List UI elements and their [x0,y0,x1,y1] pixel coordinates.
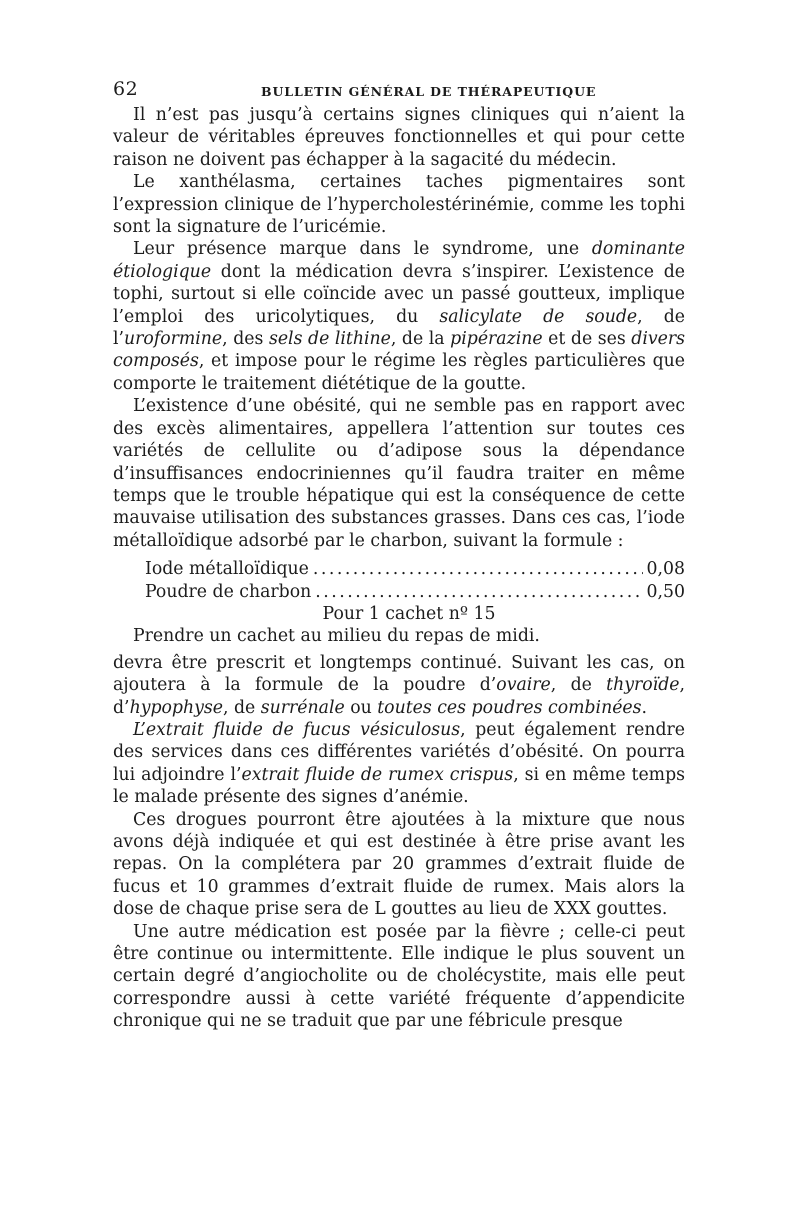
paragraph-6 [113,719,685,809]
page-number: 62 [113,78,139,100]
emphasis: L’extrait fluide de fucus vésiculosus [133,719,461,740]
formula-row [113,581,685,603]
emphasis: divers composés [113,329,685,372]
emphasis: hypophyse [129,697,223,718]
document-page [113,72,685,1033]
emphasis: salicylate de soude [439,306,638,327]
formula-instruction: Prendre un cachet au milieu du repas de midi. [133,626,540,647]
text: , de l’ [113,306,685,350]
emphasis: thyroïde [606,675,680,696]
formula-ingredient: Poudre de charbon [145,581,312,602]
running-head: BULLETIN GÉNÉRAL DE THÉRAPEUTIQUE [261,84,597,99]
text: ou [344,697,378,718]
page-header [113,72,685,104]
paragraph-4: L’existence d’une obésité, qui ne semble pas en rapport avec des excès alimentaires, appellera l’attention sur toutes ces variétés de cellulite ou d’adipose sous la dépendance d’insuffisances endocriniennes qu’il faudra traiter en même temps que le trouble hépatique qui est la conséquence de cette mauvaise utilisation des substances grasses. Dans ces cas, l’iode métalloïdique adsorbé par le charbon, suivant la formule : [113,396,685,551]
formula-dosage-line: Pour 1 cachet nº 15 [322,603,496,624]
text: devra être prescrit et longtemps continué. Suivant les cas, on ajoutera à la formule de la poudre d’ [113,652,685,696]
emphasis: pipérazine [450,329,543,350]
emphasis: surrénale [260,697,345,718]
text: dont la médication devra s’inspirer. L’existence de tophi, surtout si elle coïncide avec un passé goutteux, implique l’emploi des uricolytiques, du [113,261,685,327]
leader-dots [313,558,643,580]
formula-dose: 0,08 [646,559,685,580]
formula-row [113,558,685,580]
paragraph-1: Il n’est pas jusqu’à certains signes cliniques qui n’aient la valeur de véritables épreuves fonctionnelles et qui pour cette raison ne doivent pas échapper à la sagacité du médecin. [113,105,685,170]
text: , de [222,697,261,718]
paragraph-7: Ces drogues pourront être ajoutées à la mixture que nous avons déjà indiquée et qui est destinée à être prise avant les repas. On la complétera par 20 grammes d’extrait fluide de fucus et 10 grammes d’extrait fluide de rumex. Mais alors la dose de chaque prise sera de L gouttes au lieu de XXX gouttes. [113,809,685,920]
prescription-formula [113,558,685,648]
text: , d’ [113,675,685,718]
emphasis: uroformine [124,329,223,350]
text: , de [550,675,607,696]
formula-dose: 0,50 [646,581,685,602]
formula-ingredient: Iode métalloïdique [145,559,309,580]
emphasis: toutes ces poudres combinées [377,697,642,718]
text: , si en même temps le malade présente des signes d’anémie. [113,764,685,808]
paragraph-2: Le xanthélasma, certaines taches pigmentaires sont l’expression clinique de l’hypercholestérinémie, comme les tophi sont la signature de l’uricémie. [113,172,685,238]
text: . [641,697,648,718]
page-body [113,104,685,1033]
paragraph-8: Une autre médication est posée par la fièvre ; celle-ci peut être continue ou intermittente. Elle indique le plus souvent un certain degré d’angiocholite ou de cholécystite, mais elle peut correspondre aussi à cette variété fréquente d’appendicite chronique qui ne se traduit que par une fébricule presque [113,921,685,1032]
text: , et impose pour le régime les règles particulières que comporte le traitement diététique de la goutte. [113,351,685,394]
text: , de la [390,329,451,350]
paragraph-3 [113,238,685,395]
text: et de ses [542,329,632,350]
text: , peut également rendre des services dans ces différentes variétés d’obésité. On pourra lui adjoindre l’ [113,719,685,785]
emphasis: extrait fluide de rumex crispus [241,764,514,785]
emphasis: sels de lithine [268,329,391,350]
leader-dots [315,581,642,603]
emphasis: ovaire [496,675,551,696]
text: , des [222,329,269,350]
emphasis: dominante étiologique [113,239,685,282]
paragraph-5 [113,652,685,719]
text: Leur présence marque dans le syndrome, une [133,239,592,260]
